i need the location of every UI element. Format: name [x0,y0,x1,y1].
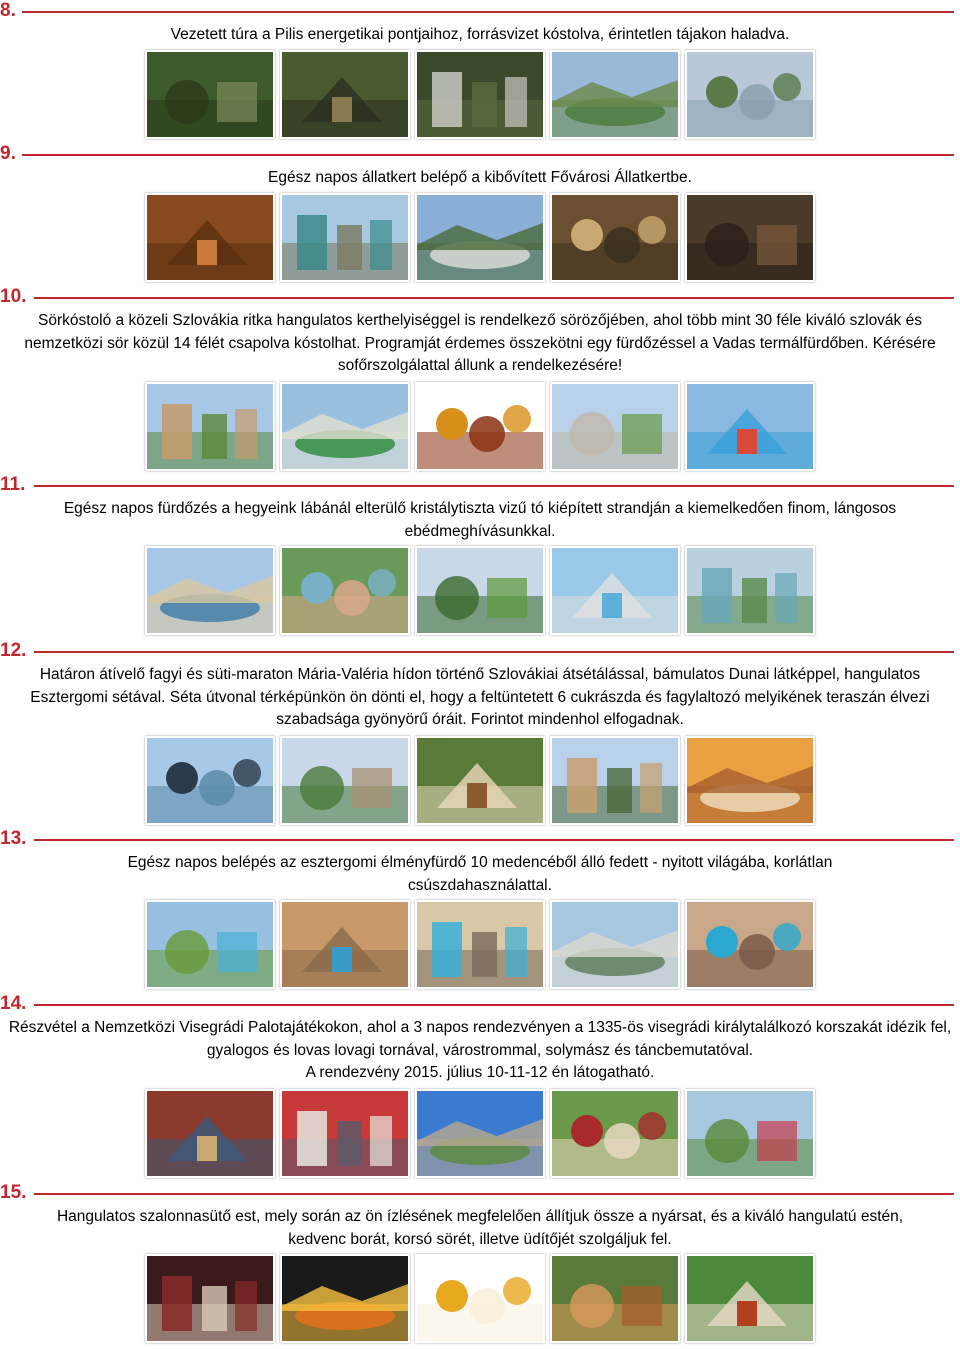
section-number: 11. [0,474,26,495]
town-square-icon [280,736,410,825]
photo-strip [0,382,960,471]
zoo-gate-icon [415,193,545,282]
beer-mugs-icon [415,1254,545,1343]
section-number: 12. [0,640,27,661]
program-section [0,1182,960,1251]
section-description [0,167,960,190]
campfire-icon [280,1254,410,1343]
grilled-meat-icon [550,1254,680,1343]
section-description [0,310,960,378]
park-path-icon [550,382,680,471]
section-divider [34,1193,954,1195]
photo-strip [0,900,960,989]
photo-strip [0,1254,960,1343]
description-text: Egész napos belépés az esztergomi élményfürdő 10 medencéből álló fedett - nyitott világába, korlátlan csúszdahasználattal. [127,854,833,894]
photo-strip [0,193,960,282]
event-date-line: A rendezvény 2015. július 10-11-12 én látogatható. [305,1064,655,1081]
outdoor-pool-icon [145,900,275,989]
program-section [0,993,960,1085]
costumed-crowd-icon [145,1089,275,1178]
section-number: 10. [0,286,27,307]
section-description [0,664,960,732]
photo-strip [0,50,960,139]
section-divider [34,297,954,299]
section-divider [34,485,954,487]
beer-glasses-icon [415,382,545,471]
pool-complex-icon [685,900,815,989]
lake-shore-icon [145,546,275,635]
forest-rocks-icon [145,50,275,139]
indoor-hall-icon [415,900,545,989]
indoor-pool-icon [280,900,410,989]
castle-hill-icon [415,1089,545,1178]
section-divider [22,154,954,156]
street-building-icon [145,382,275,471]
description-text: Vezetett túra a Pilis energetikai pontjaihoz, forrásvizet kóstolva, érintetlen tájakon haladva. [170,26,790,43]
section-number: 9. [0,143,16,164]
description-text: Részvétel a Nemzetközi Visegrádi Palotajátékokon, ahol a 3 napos rendezvényen a 1335-ös visegrádi királytalálkozó korszakát idézik fel, gyalogos és lovas lovagi tornával, várostrommal, solymász és táncbemutatóval. [8,1019,952,1059]
hilltop-view-icon [550,50,680,139]
section-header [0,0,960,24]
water-slides-icon [685,382,815,471]
section-header [0,1182,960,1206]
section-header [0,474,960,498]
section-divider [34,651,954,653]
section-description [0,24,960,47]
section-number: 14. [0,993,27,1014]
lake-swimmers-icon [685,546,815,635]
elephant-house-icon [280,193,410,282]
section-description [0,852,960,897]
section-header [0,828,960,852]
description-text: Egész napos állatkert belépő a kibővített Fővárosi Állatkertbe. [268,169,692,186]
description-text: Egész napos fürdőzés a hegyeink lábánál elterülő kristálytiszta vizű tó kiépített strandján a kiemelkedően finom, lángosos ebédmeghívásunkkal. [63,500,897,540]
giraffe-icon [145,193,275,282]
bear-icon [685,193,815,282]
bridge-icon [145,736,275,825]
lawn-bathers-icon [415,546,545,635]
green-pub-icon [280,382,410,471]
section-description [0,498,960,543]
wine-bottles-icon [145,1254,275,1343]
slide-tower-icon [550,546,680,635]
spiral-slide-icon [550,900,680,989]
section-header [0,640,960,664]
shop-street-icon [550,736,680,825]
knights-icon [280,1089,410,1178]
skewers-icon [685,1254,815,1343]
section-divider [34,839,954,841]
tents-icon [685,1089,815,1178]
section-divider [22,11,954,13]
section-number: 8. [0,0,16,21]
program-section [0,143,960,190]
river-valley-icon [685,50,815,139]
program-section [0,640,960,732]
ice-cream-icon [685,736,815,825]
description-text: Sörkóstoló a közeli Szlovákia ritka hangulatos kerthelyiséggel is rendelkező sörözőjében, ahol több mint 30 féle kiváló szlovák és nemzetközi sör közül 14 félét csapolva kóstolhat. Programját érdemes összekötni egy fürdőzéssel a Vadas termálfürdőben. Kérésére sofőrszolgálattal állunk a rendelkezésére! [24,312,936,374]
photo-strip [0,736,960,825]
tiramisu-icon [415,736,545,825]
photo-strip [0,546,960,635]
program-section [0,286,960,378]
lion-icon [550,193,680,282]
section-header [0,286,960,310]
program-section [0,828,960,897]
section-description [0,1017,960,1085]
program-section [0,474,960,543]
section-number: 13. [0,828,27,849]
section-header [0,143,960,167]
photo-strip [0,1089,960,1178]
description-text: Határon átívelő fagyi és süti-maraton Mária-Valéria hídon történő Szlovákiai átsétálással, bámulatos Dunai látképpel, hangulatos Esztergomi sétával. Séta útvonal térképünkön ön dönti el, hogy a feltüntetett 6 cukrászda és fagylaltozó melyikének teraszán élvezi szabadsága gyönyörű óráit. Forintot mindenhol elfogadnak. [30,666,930,728]
section-divider [34,1004,954,1006]
forest-ladder-icon [280,50,410,139]
section-description [0,1206,960,1251]
waterfall-icon [415,50,545,139]
section-number: 15. [0,1182,27,1203]
section-header [0,993,960,1017]
description-text: Hangulatos szalonnasütő est, mely során az ön ízlésének megfelelően állítjuk össze a nyársat, és a kiváló hangulatú estén, kedvenc borát, korsó sörét, illetve üdítőjét szolgáljuk fel. [56,1208,904,1248]
crowded-beach-icon [280,546,410,635]
program-section [0,0,960,47]
parade-icon [550,1089,680,1178]
